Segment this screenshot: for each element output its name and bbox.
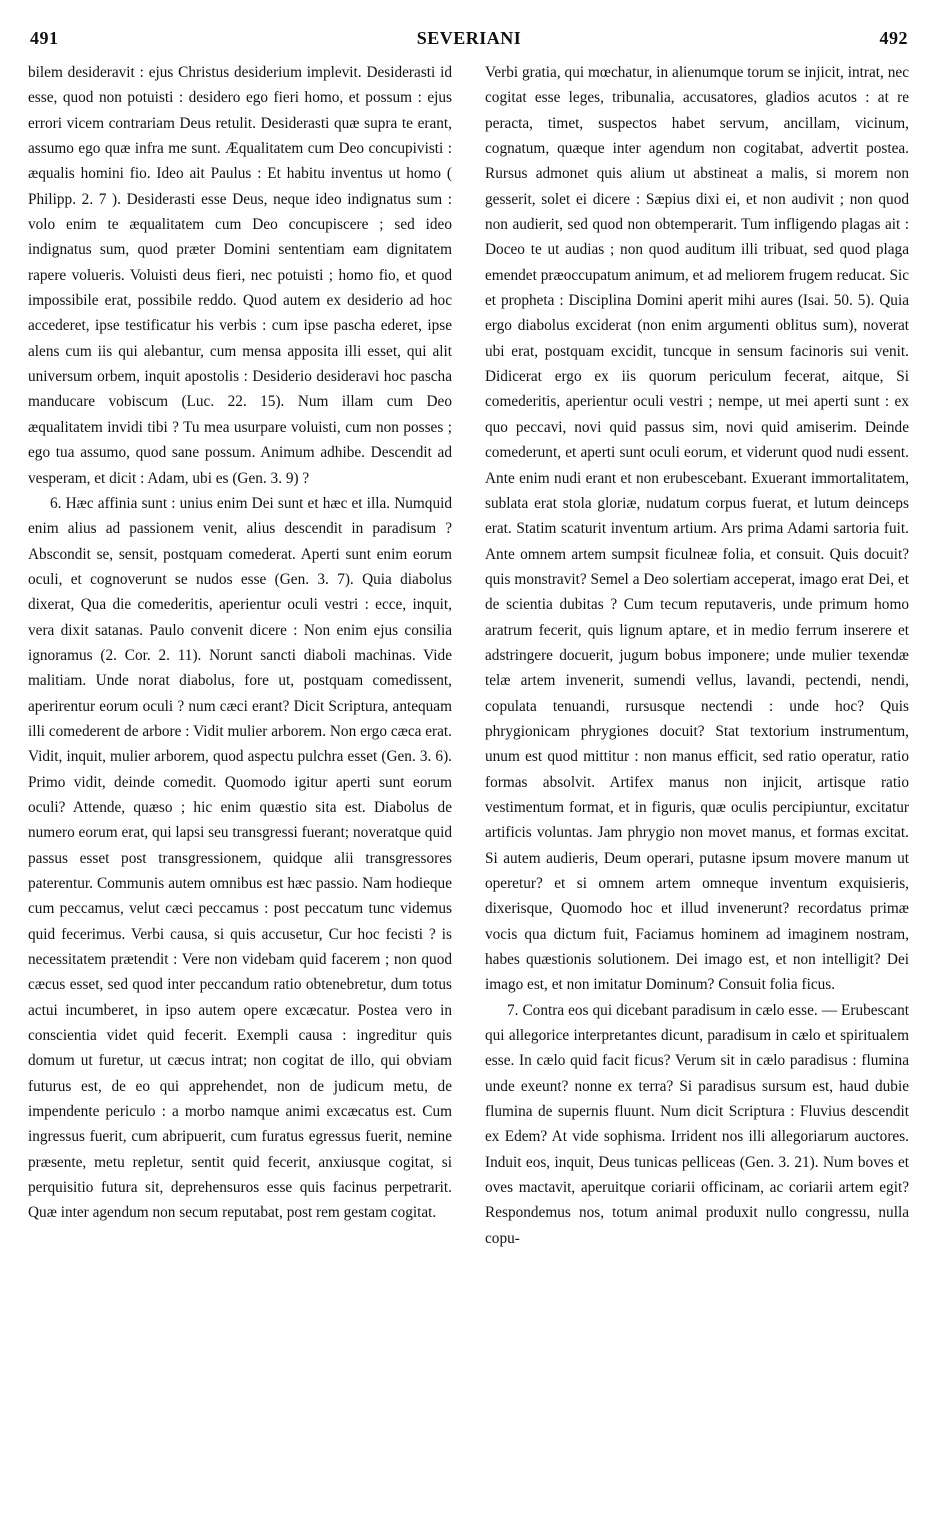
left-paragraph-continued: bilem desideravit : ejus Christus desiderium implevit. Desiderasti id esse, quod non potuisti : desidero ego fieri homo, et possum : ejus errori vicem contrariam Deus retulit. Desiderasti quæ supra te erant, assumo ego quæ infra me sunt. Æqualitatem cum Deo concupivisti : æqualis homini fio. Ideo ait Paulus : Et habitu inventus ut homo ( Philipp. 2. 7 ). Desiderasti esse Deus, neque ideo indignatus sum : volo enim te æqualitatem cum Deo concupiscere ; sed ideo indignatus sum, quod præter Domini sententiam eam dignitatem rapere volueris. Voluisti deus fieri, nec potuisti ; homo fio, et quod impossibile erat, possibile reddo. Quod autem ex desiderio ad hoc accederet, ipse testificatur his verbis : cum ipse pascha ederet, ipse alens cum iis qui alebantur, cum mensa apposita illi esset, qui alit universum orbem, inquit apostolis : Desiderio desideravi hoc pascha manducare vobiscum (Luc. 22. 15). Num illam cum Deo æqualitatem invidi tibi ? Tu mea usurpare voluisti, cum non posses ; ego tua assumo, quod sane possum. Animum adhibe. Descendit ad vesperam, et dicit : Adam, ubi es (Gen. 3. 9) ? — [28, 64, 452, 487]
right-paragraph-7: 7. Contra eos qui dicebant paradisum in cælo esse. — Erubescant qui allegorice interpretantes dicunt, paradisum in cælo et spiritualem esse. In cælo quid facit ficus? Verum sit in cælo paradisus : flumina unde exeunt? nonne ex terra? Si paradisus sursum est, haud dubie flumina de supernis fluunt. Num dicit Scriptura : Fluvius descendit ex Edem? At vide sophisma. Irrident nos illi allegoriarum auctores. Induit eos, inquit, Deus tunicas pelliceas (Gen. 3. 21). Num boves et oves mactavit, aperuitque coriarii officinam, ac coriarii artem egit? Respondemus nos, totum animal produxit nullo congressu, nulla copu- — [485, 1001, 909, 1247]
right-column — [485, 60, 909, 1251]
page-number-left: 491 — [30, 28, 59, 48]
right-paragraph-continued: Verbi gratia, qui mœchatur, in alienumque torum se injicit, intrat, nec cogitat esse leges, tribunalia, accusatores, gladios acutos : at re peracta, timet, suspectos habet servum, ancillam, vicinum, cognatum, quæque inter agendum non cogitabat, advertit postea. Rursus admonet quis alium ut abstineat a malis, si morem non gesserit, solet ei dicere : Sæpius dixi ei, et non audivit ; non quod non audierit, sed quod non obtemperarit. Tum infligendo plagas ait : Doceo te ut audias ; non quod auditum illi tribuat, sed quod plaga emendet præoccupatum animum, et ad meliorem frugem reducat. Sic et propheta : Disciplina Domini aperit mihi aures (Isai. 50. 5). Quia ergo diabolus exciderat (non enim argumenti oblitus sum), noverat ubi erat, postquam excidit, tuncque in sensum facinoris sui venit. Didicerat ergo ex iis quorum periculum fecerat, aitque, Si comederitis, aperientur oculi vestri ; nempe, ut mei aperti sunt : ex quo peccavi, novi quid passus sim, novi quid amiserim. Deinde comederunt, et aperti sunt oculi eorum, et viderunt quod nudi essent. Ante enim nudi erant et non erubescebant. Exuerant immortalitatem, sublata erat stola gloriæ, nudatum corpus fuerat, et lutum deinceps erat. Statim scaturit inventum artium. Ars prima Adami sartoria fuit. Ante omnem artem sumpsit ficulneæ folia, et consuit. Quis docuit? quis monstravit? Semel a Deo solertiam acceperat, imago erat Dei, et de scientia dubitas ? Cum tecum reputaveris, unde primum homo aratrum fecerit, quis lignum aptare, et in medio ferrum inserere et adstringere docuerit, jugum bobus imponere; unde mulier texendæ telæ artem invenerit, sumendi vellus, lavandi, pectendi, nendi, copulata tenuandi, rursusque nectendi : unde hoc? Quis phrygionicam phrygiones docuit? Stat textorium instrumentum, unum est quod mittitur : non manus efficit, sed ratio operatur, ratio formas absolvit. Artifex manus non injicit, artisque ratio vestimentum format, et in figuris, quæ oculis percipiuntur, excitatur artificis voluntas. Jam phrygio non movet manus, et formas excitat. Si autem audieris, Deum operari, putasne ipsum movere manum ut operetur? et si omnem artem omneque inventum exquisieris, dixerisque, Quomodo hoc et illud invenerunt? recordatus primæ vocis qua dictum fuit, Faciamus hominem ad imaginem nostram, habes quæstionis solutionem. Dei imago est, et non intelligit? Dei imago est, et non imitatur Dominum? Consuit folia ficus. — [485, 64, 909, 994]
page-number-right: 492 — [879, 28, 908, 48]
left-column — [28, 60, 452, 1226]
left-paragraph-6: 6. Hæc affinia sunt : unius enim Dei sunt et hæc et illa. Numquid enim alius ad passionem venit, alius descendit in paradisum ? Abscondit se, sensit, postquam comederat. Aperti sunt enim eorum oculi, et cognoverunt se nudos esse (Gen. 3. 7). Quia diabolus dixerat, Qua die comederitis, aperientur oculi vestri : ecce, inquit, vera dixit satanas. Paulo convenit dicere : Non enim ejus consilia ignoramus (2. Cor. 2. 11). Norunt sancti diaboli machinas. Vide malitiam. Unde norat diabolus, fore ut, postquam comedissent, aperirentur eorum oculi ? num cæci erant? Dicit Scriptura, antequam illi comederent de arbore : Vidit mulier arborem. Non ergo cæca erat. Vidit, inquit, mulier arborem, quod aspectu pulchra esset (Gen. 3. 6). Primo vidit, deinde comedit. Quomodo igitur aperti sunt eorum oculi? Attende, quæso ; hic enim quæstio sita est. Diabolus de numero eorum erat, qui lapsi seu transgressi fuerant; noveratque quid passus esset post transgressionem, quidque alii transgressores paterentur. Communis autem omnibus est hæc passio. Nam hodieque cum peccamus, velut cæci peccamus : post peccatum tunc videmus quid fecerimus. Verbi causa, si quis accusetur, Cur hoc fecisti ? is necessitatem prætendit : Vere non videbam quid facerem ; non quod cæcus esset, sed quod inter peccandum ratio obtenebretur, dum totus actui incumberet, in ipso autem opere excæcatur. Postea vero in conscientia videt quid fecerit. Exempli causa : ingreditur quis domum ut furetur, ut cæcus intrat; non cogitat de illo, qui obviam futurus est, de eo qui apprehendet, non de judicum metu, de impendente periculo : a morbo namque animi excæcatus est. Cum ingressus fuerit, cum abripuerit, cum furatus egressus fuerit, nemine præsente, metu repletur, sentit quid fecerit, anxiusque cogitat, si perquisitio futura sit, deprehensuros esse quis facinus perpetrarit. Quæ inter agendum non secum reputabat, post rem gestam cogitat. — [28, 494, 452, 1222]
running-header — [30, 28, 908, 56]
running-title: SEVERIANI — [416, 28, 522, 48]
